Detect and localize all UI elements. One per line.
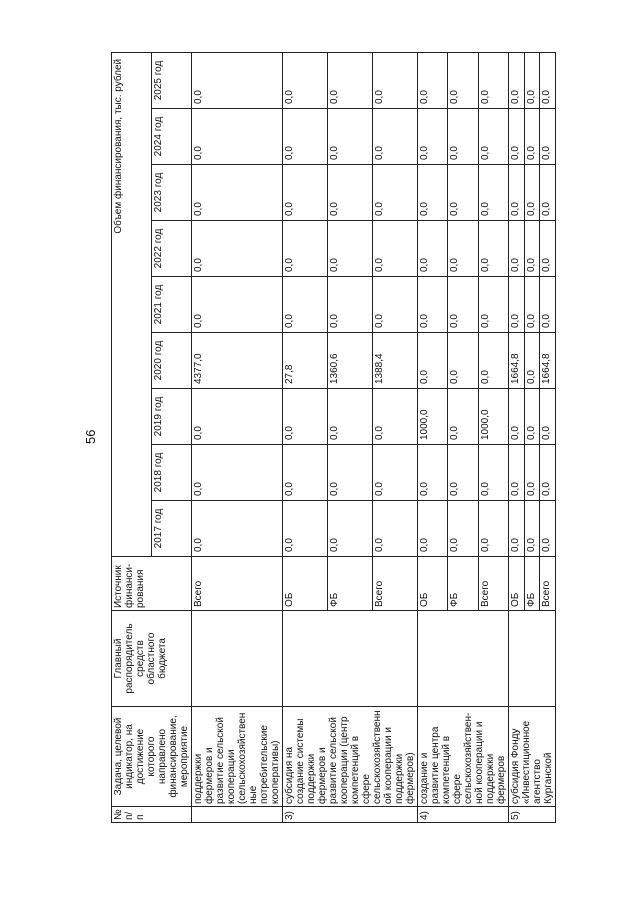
value-cell: 0,0 <box>448 52 478 108</box>
header-num: № п/п <box>112 807 192 823</box>
value-cell: 0,0 <box>509 109 525 165</box>
header-task: Задача, целевой индикатор, на достижение которого направлено финансирование, мероприятие <box>112 707 192 807</box>
header-year: 2022 год <box>152 221 192 277</box>
value-cell: 0,0 <box>328 221 373 277</box>
value-cell: 0,0 <box>448 501 478 557</box>
value-cell: 0,0 <box>478 109 508 165</box>
value-cell: 0,0 <box>192 165 283 221</box>
value-cell: 0,0 <box>192 221 283 277</box>
value-cell: 0,0 <box>418 109 448 165</box>
value-cell: 0,0 <box>478 445 508 501</box>
table-row <box>509 52 525 822</box>
row-number <box>192 807 283 823</box>
header-year: 2017 год <box>152 501 192 557</box>
value-cell: 0,0 <box>540 445 556 501</box>
source-cell: Всего <box>373 557 418 611</box>
row-number: 5) <box>509 807 556 823</box>
row-number: 3) <box>283 807 418 823</box>
value-cell: 0,0 <box>478 501 508 557</box>
value-cell: 0,0 <box>540 109 556 165</box>
task-cell: субсидия Фонду «Инвестиционное агентство Курганской <box>509 707 556 807</box>
value-cell: 0,0 <box>524 333 540 389</box>
header-year: 2020 год <box>152 333 192 389</box>
value-cell: 0,0 <box>524 501 540 557</box>
value-cell: 0,0 <box>448 445 478 501</box>
value-cell: 0,0 <box>540 221 556 277</box>
source-cell: ФБ <box>448 557 478 611</box>
header-volume: Объем финансирования, тыс. рублей <box>112 52 152 556</box>
value-cell: 0,0 <box>524 277 540 333</box>
value-cell: 0,0 <box>524 165 540 221</box>
source-cell: ОБ <box>509 557 525 611</box>
value-cell: 0,0 <box>509 501 525 557</box>
value-cell: 0,0 <box>524 109 540 165</box>
value-cell: 0,0 <box>418 52 448 108</box>
value-cell: 0,0 <box>478 221 508 277</box>
value-cell: 0,0 <box>192 501 283 557</box>
value-cell: 0,0 <box>418 333 448 389</box>
value-cell: 0,0 <box>283 277 328 333</box>
value-cell: 0,0 <box>418 501 448 557</box>
value-cell: 0,0 <box>509 389 525 445</box>
value-cell: 0,0 <box>283 165 328 221</box>
value-cell: 0,0 <box>448 165 478 221</box>
table-row <box>418 52 448 822</box>
value-cell: 0,0 <box>373 165 418 221</box>
value-cell: 0,0 <box>418 445 448 501</box>
value-cell: 0,0 <box>192 389 283 445</box>
value-cell: 0,0 <box>540 501 556 557</box>
header-year: 2018 год <box>152 445 192 501</box>
value-cell: 0,0 <box>328 109 373 165</box>
table-row <box>283 52 328 822</box>
value-cell: 0,0 <box>283 221 328 277</box>
value-cell: 0,0 <box>540 389 556 445</box>
value-cell: 1664,8 <box>540 333 556 389</box>
page-number: 56 <box>83 429 98 444</box>
value-cell: 0,0 <box>192 109 283 165</box>
table-row <box>192 52 283 822</box>
value-cell: 4377,0 <box>192 333 283 389</box>
value-cell: 0,0 <box>509 445 525 501</box>
value-cell: 0,0 <box>540 277 556 333</box>
source-cell: ФБ <box>524 557 540 611</box>
header-year: 2023 год <box>152 165 192 221</box>
value-cell: 0,0 <box>373 109 418 165</box>
header-source: Источник финанси-рования <box>112 557 192 611</box>
task-cell: создание и развитие центра компетенций в сфере сельскохозяйствен-ной кооперации и поддержки фермеров <box>418 707 509 807</box>
value-cell: 0,0 <box>418 277 448 333</box>
value-cell: 0,0 <box>373 501 418 557</box>
rotated-table-container <box>111 53 612 823</box>
value-cell: 0,0 <box>509 165 525 221</box>
source-cell: ОБ <box>418 557 448 611</box>
value-cell: 0,0 <box>478 333 508 389</box>
value-cell: 0,0 <box>448 221 478 277</box>
value-cell: 0,0 <box>448 277 478 333</box>
source-cell: Всего <box>192 557 283 611</box>
value-cell: 0,0 <box>418 221 448 277</box>
value-cell: 1664,8 <box>509 333 525 389</box>
value-cell: 0,0 <box>418 165 448 221</box>
row-number: 4) <box>418 807 509 823</box>
value-cell: 0,0 <box>448 109 478 165</box>
manager-cell <box>418 611 509 707</box>
value-cell: 0,0 <box>328 501 373 557</box>
value-cell: 1360,6 <box>328 333 373 389</box>
header-year: 2024 год <box>152 109 192 165</box>
header-year: 2019 год <box>152 389 192 445</box>
task-cell: субсидия на создание системы поддержки фермеров и развитие сельской кооперации (центр компетенций в сфере сельскохозяйственн ой кооперации и поддержки фермеров) <box>283 707 418 807</box>
value-cell: 0,0 <box>509 221 525 277</box>
value-cell: 0,0 <box>328 52 373 108</box>
value-cell: 0,0 <box>283 445 328 501</box>
value-cell: 0,0 <box>540 52 556 108</box>
value-cell: 0,0 <box>373 277 418 333</box>
table-body <box>192 52 556 822</box>
value-cell: 0,0 <box>448 389 478 445</box>
value-cell: 0,0 <box>373 221 418 277</box>
value-cell: 0,0 <box>373 389 418 445</box>
source-cell: ОБ <box>283 557 328 611</box>
value-cell: 0,0 <box>283 52 328 108</box>
value-cell: 0,0 <box>524 52 540 108</box>
value-cell: 0,0 <box>524 389 540 445</box>
value-cell: 0,0 <box>478 165 508 221</box>
value-cell: 0,0 <box>373 52 418 108</box>
value-cell: 0,0 <box>373 445 418 501</box>
value-cell: 0,0 <box>478 277 508 333</box>
value-cell: 1388,4 <box>373 333 418 389</box>
value-cell: 0,0 <box>192 52 283 108</box>
value-cell: 0,0 <box>540 165 556 221</box>
manager-cell <box>509 611 556 707</box>
value-cell: 0,0 <box>328 165 373 221</box>
value-cell: 0,0 <box>328 277 373 333</box>
value-cell: 0,0 <box>328 389 373 445</box>
header-manager: Главный распорядитель средств областного бюджета <box>112 611 192 707</box>
source-cell: ФБ <box>328 557 373 611</box>
task-cell: поддержки фермеров и развитие сельской кооперации (сельскохозяйствен ные потребительские кооперативы) <box>192 707 283 807</box>
header-year: 2021 год <box>152 277 192 333</box>
value-cell: 0,0 <box>192 445 283 501</box>
value-cell: 0,0 <box>509 277 525 333</box>
financing-table <box>111 52 556 823</box>
value-cell: 0,0 <box>283 501 328 557</box>
value-cell: 0,0 <box>192 277 283 333</box>
value-cell: 0,0 <box>448 333 478 389</box>
value-cell: 0,0 <box>524 445 540 501</box>
manager-cell <box>192 611 283 707</box>
manager-cell <box>283 611 418 707</box>
value-cell: 0,0 <box>478 52 508 108</box>
value-cell: 1000,0 <box>478 389 508 445</box>
value-cell: 27,8 <box>283 333 328 389</box>
value-cell: 0,0 <box>524 221 540 277</box>
value-cell: 0,0 <box>283 389 328 445</box>
source-cell: Всего <box>540 557 556 611</box>
value-cell: 0,0 <box>328 445 373 501</box>
value-cell: 0,0 <box>509 52 525 108</box>
header-year: 2025 год <box>152 52 192 108</box>
value-cell: 1000,0 <box>418 389 448 445</box>
source-cell: Всего <box>478 557 508 611</box>
value-cell: 0,0 <box>283 109 328 165</box>
